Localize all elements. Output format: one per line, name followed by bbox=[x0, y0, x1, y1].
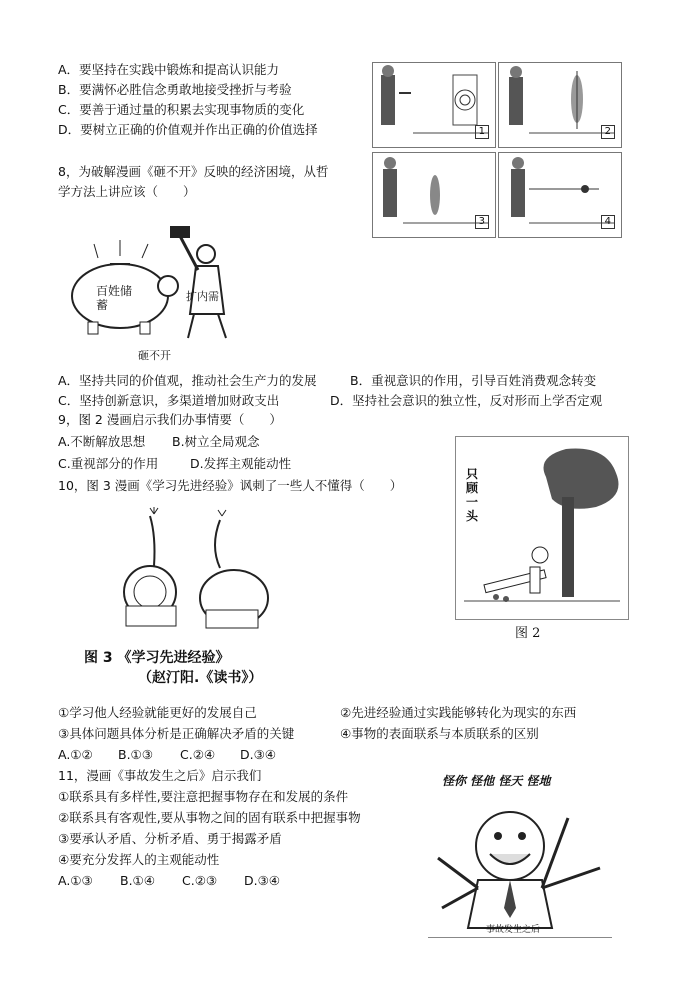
q10-choice-d: D.③④ bbox=[240, 747, 277, 762]
q7-option-d: D．要树立正确的价值观并作出正确的价值选择 bbox=[58, 122, 318, 137]
q8-option-c: C．坚持创新意识，多渠道增加财政支出 bbox=[58, 393, 280, 408]
archery-cartoon bbox=[372, 62, 622, 238]
q10-choice-b: B.①③ bbox=[118, 747, 153, 762]
q11-choice-d: D.③④ bbox=[244, 873, 281, 888]
q11-choice-c: C.②③ bbox=[182, 873, 218, 888]
accident-cartoon-text: 怪你 怪他 怪天 怪地 bbox=[442, 774, 551, 788]
q11-statement-1: ①联系具有多样性,要注意把握事物存在和发展的条件 bbox=[58, 789, 349, 804]
q11-choice-a: A.①③ bbox=[58, 873, 93, 888]
q9-option-c: C.重视部分的作用 bbox=[58, 456, 159, 471]
archery-panel-3 bbox=[372, 152, 496, 238]
pig-label: 百姓储蓄 bbox=[96, 284, 133, 312]
q9-option-d: D.发挥主观能动性 bbox=[190, 456, 292, 471]
q10-choice-a: A.①② bbox=[58, 747, 93, 762]
panel-number-2: 2 bbox=[601, 125, 615, 139]
panel-number-1: 1 bbox=[475, 125, 489, 139]
q10-statement-2: ②先进经验通过实践能够转化为现实的东西 bbox=[340, 705, 577, 720]
figure-2 bbox=[455, 436, 629, 620]
panel-number-3: 3 bbox=[475, 215, 489, 229]
q10-stem: 10，图 3 漫画《学习先进经验》讽刺了一些人不懂得（ ） bbox=[58, 478, 403, 493]
q11-statement-3: ③要承认矛盾、分析矛盾、勇于揭露矛盾 bbox=[58, 831, 282, 846]
piggy-bank-cartoon bbox=[58, 214, 238, 364]
q8-stem-line-1: 8，为破解漫画《砸不开》反映的经济困境，从哲 bbox=[58, 164, 329, 179]
q9-stem: 9，图 2 漫画启示我们办事情要（ ） bbox=[58, 412, 282, 427]
q10-statement-1: ①学习他人经验就能更好的发展自己 bbox=[58, 705, 257, 720]
q11-stem: 11，漫画《事故发生之后》启示我们 bbox=[58, 768, 262, 783]
q8-option-d: D．坚持社会意识的独立性，反对形而上学否定观 bbox=[330, 393, 603, 408]
figure-3-source: （赵汀阳.《读书》） bbox=[138, 670, 263, 686]
q7-option-b: B．要满怀必胜信念勇敢地接受挫折与考验 bbox=[58, 82, 292, 97]
figure-2-text: 只顾一头 bbox=[466, 467, 479, 523]
q8-option-b: B．重视意识的作用，引导百姓消费观念转变 bbox=[350, 373, 597, 388]
accident-cartoon bbox=[428, 770, 612, 942]
archery-panel-2 bbox=[498, 62, 622, 148]
archery-panel-4 bbox=[498, 152, 622, 238]
q9-option-b: B.树立全局观念 bbox=[172, 434, 260, 449]
q8-option-a: A．坚持共同的价值观，推动社会生产力的发展 bbox=[58, 373, 317, 388]
cartoon-caption: 砸不开 bbox=[138, 349, 171, 362]
caption-rule bbox=[428, 937, 612, 938]
q11-statement-4: ④要充分发挥人的主观能动性 bbox=[58, 852, 220, 867]
figure-2-caption: 图 2 bbox=[515, 626, 541, 641]
q7-option-a: A．要坚持在实践中锻炼和提高认识能力 bbox=[58, 62, 280, 77]
panel-number-4: 4 bbox=[601, 215, 615, 229]
q11-choice-b: B.①④ bbox=[120, 873, 155, 888]
archery-panel-1 bbox=[372, 62, 496, 148]
q10-statement-4: ④事物的表面联系与本质联系的区别 bbox=[340, 726, 539, 741]
q10-statement-3: ③具体问题具体分析是正确解决矛盾的关键 bbox=[58, 726, 295, 741]
q10-choice-c: C.②④ bbox=[180, 747, 216, 762]
q9-option-a: A.不断解放思想 bbox=[58, 434, 146, 449]
q11-statement-2: ②联系具有客观性,要从事物之间的固有联系中把握事物 bbox=[58, 810, 361, 825]
q7-option-c: C．要善于通过量的积累去实现事物质的变化 bbox=[58, 102, 305, 117]
q8-stem-line-2: 学方法上讲应该（ ） bbox=[58, 184, 196, 199]
man-label: 扩内需 bbox=[186, 290, 219, 303]
figure-3-cartoon bbox=[110, 506, 310, 636]
accident-cartoon-caption: 事故发生之后 bbox=[486, 925, 541, 935]
figure-3-caption: 图 3 《学习先进经验》 bbox=[84, 650, 230, 666]
